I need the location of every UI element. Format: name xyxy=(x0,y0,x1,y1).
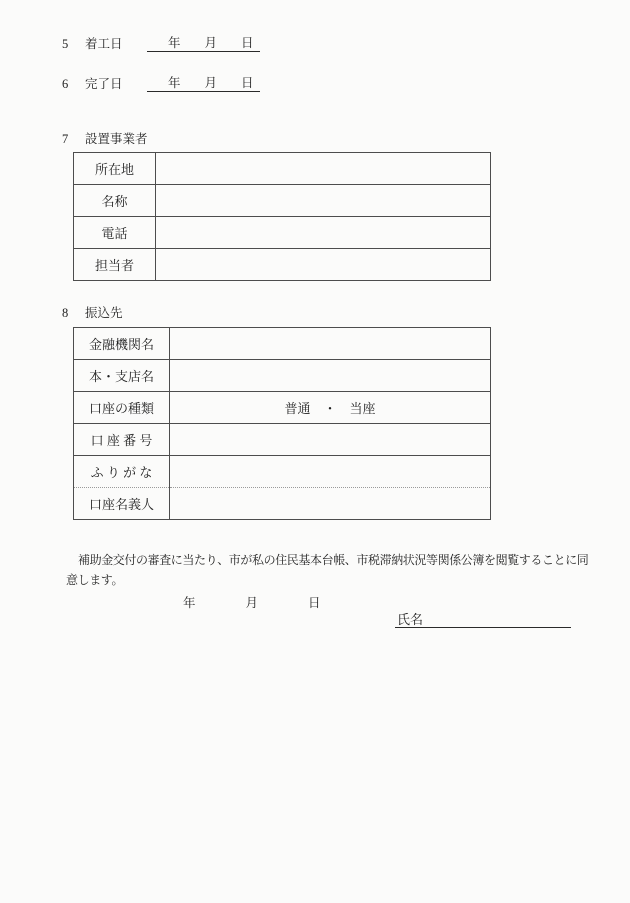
table-row xyxy=(74,249,491,281)
day-unit: 日 xyxy=(241,36,254,50)
bank-branch-label: 本・支店名 xyxy=(74,360,170,392)
completion-date-number: 6 xyxy=(62,77,69,91)
installer-address-label: 所在地 xyxy=(74,153,156,185)
table-row xyxy=(74,185,491,217)
name-label: 氏名 xyxy=(397,612,424,627)
section-installer-header xyxy=(62,131,148,147)
installer-contact-cell[interactable] xyxy=(156,249,491,281)
day-unit: 日 xyxy=(241,76,254,90)
installer-name-cell[interactable] xyxy=(156,185,491,217)
table-row xyxy=(74,217,491,249)
year-unit: 年 xyxy=(183,596,196,610)
completion-date-blank-line[interactable] xyxy=(147,75,260,92)
installer-section-label: 設置事業者 xyxy=(85,132,148,146)
installer-table xyxy=(73,152,491,281)
start-date-blank-line[interactable] xyxy=(147,35,260,52)
month-unit: 月 xyxy=(204,36,217,50)
bank-institution-cell[interactable] xyxy=(170,328,491,360)
bank-section-label: 振込先 xyxy=(85,306,123,320)
consent-statement xyxy=(66,550,588,590)
completion-date-label: 完了日 xyxy=(85,77,123,91)
account-number-cell[interactable] xyxy=(170,424,491,456)
section-bank-transfer-header xyxy=(62,305,123,321)
year-unit: 年 xyxy=(167,76,181,90)
account-type-label: 口座の種類 xyxy=(74,392,170,424)
furigana-label: ふ り が な xyxy=(74,456,170,488)
account-number-label: 口 座 番 号 xyxy=(74,424,170,456)
field-start-date xyxy=(62,35,260,52)
start-date-label: 着工日 xyxy=(85,37,123,51)
furigana-cell[interactable] xyxy=(170,456,491,488)
table-row xyxy=(74,360,491,392)
signature-name-line[interactable] xyxy=(395,611,571,628)
account-holder-cell[interactable] xyxy=(170,488,491,520)
year-unit: 年 xyxy=(167,36,181,50)
table-row xyxy=(74,392,491,424)
account-type-options[interactable]: 普通 ・ 当座 xyxy=(170,392,491,424)
field-completion-date xyxy=(62,75,260,92)
consent-line-2: 意します。 xyxy=(66,573,124,587)
installer-section-number: 7 xyxy=(62,132,69,146)
table-row xyxy=(74,424,491,456)
signature-date-line xyxy=(183,595,321,611)
table-row xyxy=(74,488,491,520)
installer-contact-label: 担当者 xyxy=(74,249,156,281)
bank-institution-label: 金融機関名 xyxy=(74,328,170,360)
table-row xyxy=(74,328,491,360)
bank-branch-cell[interactable] xyxy=(170,360,491,392)
account-holder-label: 口座名義人 xyxy=(74,488,170,520)
month-unit: 月 xyxy=(245,596,259,610)
installer-phone-cell[interactable] xyxy=(156,217,491,249)
month-unit: 月 xyxy=(204,76,217,90)
consent-line-1: 補助金交付の審査に当たり、市が私の住民基本台帳、市税滞納状況等関係公簿を閲覧することに同 xyxy=(78,553,589,567)
day-unit: 日 xyxy=(308,596,321,610)
bank-section-number: 8 xyxy=(62,306,69,320)
table-row xyxy=(74,456,491,488)
installer-address-cell[interactable] xyxy=(156,153,491,185)
bank-transfer-table xyxy=(73,327,491,520)
start-date-number: 5 xyxy=(62,37,69,51)
installer-phone-label: 電話 xyxy=(74,217,156,249)
table-row xyxy=(74,153,491,185)
installer-name-label: 名称 xyxy=(74,185,156,217)
